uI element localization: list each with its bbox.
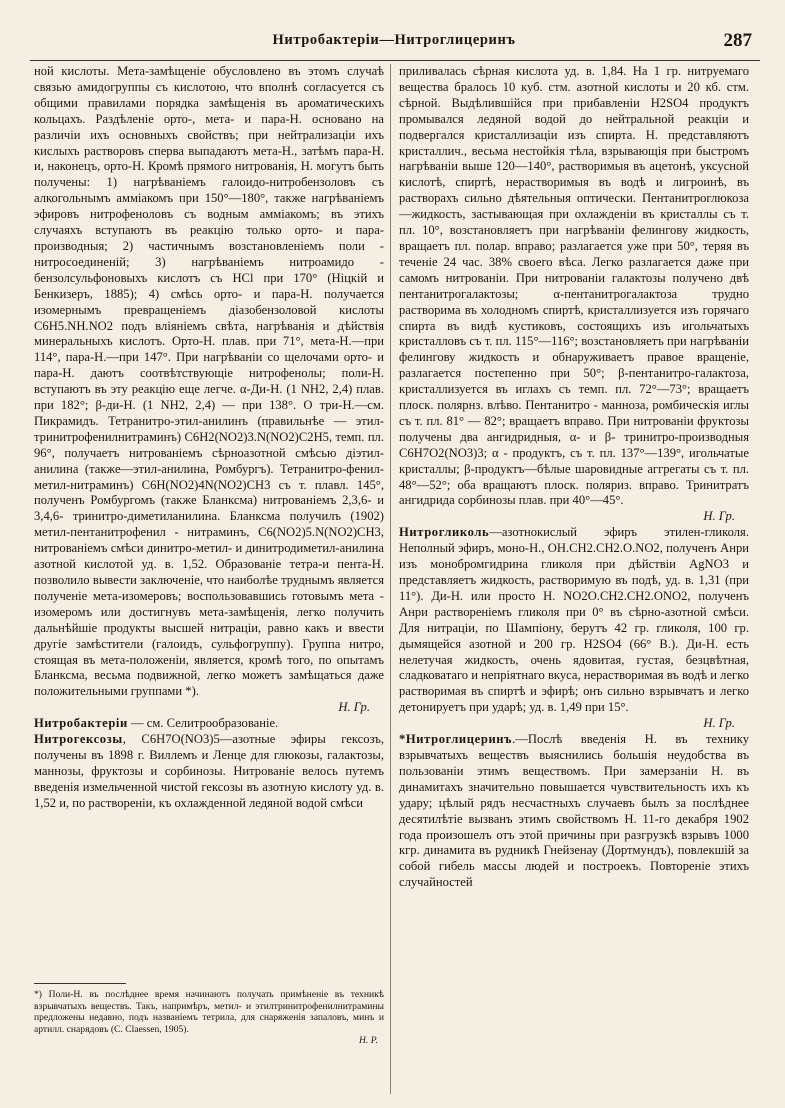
nitroanilines-paragraph: ной кислоты. Мета-замѣщеніе обусловлено въ этомъ случаѣ связью амидогруппы съ кислотою, что вполнѣ согласуется съ общими правилами порядка замѣщенія въ ароматическихъ кольцахъ. Раздѣленіе орто-, мета- и пара-Н. основано на различіи ихъ основныхъ свойствъ; при нейтрализаціи ихъ кислыхъ растворовъ сперва выпадаютъ мета-Н., затѣмъ пара-Н. и, наконецъ, орто-Н. Кромѣ прямого нитрованія, Н. могутъ быть получены: 1) нагрѣваніемъ галоидо-нитробензоловъ съ алкогольнымъ амміакомъ при 150°—180°, также нагрѣваніемъ эфировъ нитрофеноловъ съ водным амміакомъ; въ этихъ случаяхъ вступаютъ въ реакцію только орто- и пара-производныя; 2) частичнымъ возстановленіемъ поли - нитросоединеній; 3) нагрѣваніемъ нитроамидо - бензолсульфоновыхъ кислотъ съ HCl при 170° (Нiцкiй и Бенкизеръ, 1885); 4) смѣсь орто- и пара-Н. получается изомернымъ превращеніемъ діазобензоловой кислоты C6H5.NH.NO2 подъ вліяніемъ свѣта, нагрѣванія и дѣйствія минеральныхъ кислотъ. Орто-Н. плав. при 71°, мета-Н.—при 114°, пара-Н.—при 147°. При нагрѣваніи со щелочами орто- и пара-Н. даютъ соотвѣтствующіе нитрофенолы; поли-Н. вступаютъ въ эту реакцію еще легче. α-Ди-Н. (1 NH2, 2,4) плав. при 182°; β-ди-Н. (1 NH2, 2,4) — при 138°. О три-Н.—см. Пикрамидъ. Тетранитро-этил-анилинъ (правильнѣе — этил-тринитрофенилнитраминъ) C6H2(NO2)3.N(NO2)C2H5, темп. пл. 96°, получаетъ нитрованіемъ сѣрноазотной смѣсью діэтил-анилина (также—этил-анилина, Ромбургъ). Тетранитро-фенил-метил-нитраминъ) C6H(NO2)4N(NO2)CH3 съ т. плавл. 145°, полученъ Ромбургомъ (также Бланксма) нитрованіемъ 2,3,6- и 3,4,6- тринитро-диметиланилина. Бланксма получилъ (1902) метил-пентанитрофенил - нитраминъ, C6(NO2)5.N(NO2)CH3, нитрованіемъ смѣси динитро-метил- и динитродиметил-анилина азотной кислотой уд. в. 1,52. Образованіе тетра-и пента-Н. позволило вывести заключеніе, что наиболѣе труднымъ является полученіе мета-изомеровъ; воспользовавшись готовымъ мета - изомеромъ или достигнувъ мета-замѣщенія, легко получить дальнѣйшіе продукты высшей нитраціи, равно какъ и ввести другіе замѣстители (галоидъ, сульфогруппу). Группа нитро, стоящая въ мета-положеніи, является, кромѣ того, по опытамъ Бланксма, весьма подвижной, легко можетъ замѣщаться даже положительными группами *). xyxy=(34,64,384,699)
author-signature: Н. Гр. xyxy=(703,509,735,524)
header-rule xyxy=(30,60,760,61)
footnote-rule xyxy=(34,983,126,984)
headword-nitrohexoses: Нитрогексозы xyxy=(34,732,123,747)
entry-nitroglycerin-text: .—Послѣ введенія Н. въ технику взрывчатыхъ веществъ выяснились большія неудобства въ пользованіи этимъ веществомъ. При замерзаніи Н. въ динамитахъ значительно повышается чувствительность ихъ къ удару; цѣлый рядъ несчастныхъ случаевъ былъ за послѣднее десятилѣтіе вызванъ этимъ свойствомъ Н. 11-го декабря 1902 года произошелъ отъ этой причины при разгрузкѣ взрывъ 1000 кгр. динамита въ рудникѣ Гнейзенау (Дортмундъ), повлекшій за собой гибель массы людей и построекъ. Повтореніе этихъ случайностей xyxy=(399,732,749,890)
author-signature: Н. Гр. xyxy=(338,700,370,715)
nitrohexoses-continued: приливалась сѣрная кислота уд. в. 1,84. На 1 гр. нитруемаго вещества бралось 10 куб. стм. азотной кислоты и 20 кб. стм. сѣрной. Выдѣлившійся при прибавленіи H2SO4 продуктъ промывался ледяной водой до нейтральной реакціи и подвергался кристаллизаціи изъ спирта. Н. представляютъ кристаллич., весьма нестойкія тѣла, взрывающія при быстромъ нагрѣваніи выше 120—140°, растворимыя въ ацетонѣ, уксусной кислотѣ, спиртѣ, нерастворимыя въ водѣ и лигроинѣ, въ растворахъ сильно дѣятельныя оптически. Пентанитроглюкоза—жидкость, застывающая при охлажденіи въ кристаллы съ т. пл. 10°, возстановляетъ при нагрѣваніи фелингову жидкость, вращаетъ пл. полар. вправо; разлагается уже при 50°, теряя въ теченіе 24 час. 38% своего вѣса. Легко разлагается даже при самомъ нитрованіи. При нитрованіи галактозы получено двѣ пентанитрогалактозы; α-пентанитрогалактоза трудно растворима въ холодномъ спиртѣ, кристаллизуется изъ горячаго спирта въ видѣ кустиковъ, состоящихъ изъ игольчатыхъ кристалловъ съ т. пл. 115°—116°; возстановляетъ при нагрѣваніи фелингову жидкость и обнаруживаетъ правое вращеніе, разлагается постепенно при 50°; β-пентанитро-галактоза, кристаллизуется въ иглахъ съ темп. пл. 72°—73°; вращаетъ плоск. полярнз. влѣво. Пентанитро - манноза, ромбическія иглы съ т. пл. 81° — 82°; вращаетъ вправо. При нитрованіи фруктозы получены два ангидридныя, α- и β- тринитро-производныя C6H7O2(NO3)3; α - продуктъ, съ т. пл. 137°—139°, игольчатые кристаллы; β-продуктъ—бѣлые шаровидные аггрегаты съ т. пл. 48°—52°; оба вращаютъ плоск. поляриз. вправо. Тринитратъ ангидрида сорбинозы плав. при 40°—45°. xyxy=(399,64,749,508)
page-number: 287 xyxy=(723,30,752,51)
entry-nitrobacteria xyxy=(34,716,384,732)
entry-nitroglycerin xyxy=(399,732,749,891)
entry-nitrohexoses-text: , C6H7O(NO3)5—азотные эфиры гексозъ, получены въ 1898 г. Виллемъ и Ленце для глюкозы, галактозы, маннозы, фруктозы и сорбинозы. Нитрованіе велось путемъ введенія измельченной чистой гексозы въ азотную кислоту уд. в. 1,52 и, по раствореніи, къ охлажденной ледяной водой смѣси xyxy=(34,732,384,810)
headword-nitroglycerin: *Нитроглицеринъ xyxy=(399,732,513,747)
footnote-text: *) Поли-Н. въ послѣднее время начинаютъ получать примѣненіе въ техникѣ взрывчатыхъ веществъ. Такъ, напримѣръ, метил- и этилтринитрофенилнитрамины предложены недавно, подъ названіемъ тетрила, для снаряженія запаловъ, минъ и артилл. снарядовъ (С. Claessen, 1905). xyxy=(34,989,384,1035)
headword-nitroglycol: Нитрогликоль xyxy=(399,525,490,540)
footnote-signature: Н. Р. xyxy=(358,1035,378,1047)
headword-nitrobacteria: Нитробактеріи xyxy=(34,716,128,731)
column-divider xyxy=(390,64,391,1094)
entry-nitroglycol xyxy=(399,525,749,716)
footnote xyxy=(34,989,384,1099)
right-column xyxy=(399,64,749,1104)
author-signature: Н. Гр. xyxy=(703,716,735,731)
running-head: Нитробактеріи—Нитроглицеринъ xyxy=(272,32,516,48)
entry-nitrobacteria-text: — см. Селитрообразованіе. xyxy=(127,716,279,731)
page-header xyxy=(36,30,752,52)
left-column xyxy=(34,64,384,964)
entry-nitrohexoses xyxy=(34,732,384,812)
entry-nitroglycol-text: —азотнокислый эфиръ этилен-гликоля. Неполный эфиръ, моно-Н., OH.CH2.CH2.O.NO2, полученъ Анри изъ монобромгидрина гликоля при дѣйствіи AgNO3 и представляетъ жидкость, растворимую въ подѣ, уд. в. 1,31 (при 11°). Ди-Н. или просто Н. NO2O.CH2.CH2.ONO2, полученъ Анри растворeніемъ гликоля при 0° въ сѣрно-азотной смѣси. Для нитраціи, по Шампіону, берутъ 42 гр. гликоля, 100 гр. дымящейся азотной и 200 гр. H2SO4 (66° В.). Ди-Н. есть нелетучая жидкость, очень ядовитая, густая, безцвѣтная, сладковатаго и непріятнаго вкуса, нерастворимая въ водѣ и легко растворимая въ спиртѣ и эфирѣ; онъ сильно взрывчатъ и легко детонируетъ при ударѣ; уд. в. 1,49 при 15°. xyxy=(399,525,749,715)
